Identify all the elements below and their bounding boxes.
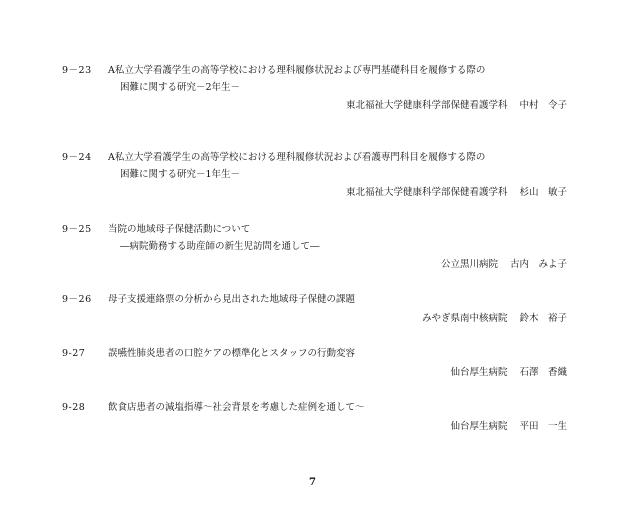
author-affiliation: 公立黒川病院 <box>440 259 498 270</box>
entry-title-line: 誤嚥性肺炎患者の口腔ケアの標準化とスタッフの行動変容 <box>108 348 356 359</box>
entry-author <box>441 259 567 271</box>
entry-title-line: 母子支援連絡票の分析から見出された地域母子保健の課題 <box>108 294 356 305</box>
author-affiliation: みやぎ県南中核病院 <box>421 313 508 324</box>
entry-title-line: A私立大学看護学生の高等学校における理科履修状況および看護専門科目を履修する際の <box>108 152 486 163</box>
author-affiliation: 東北福祉大学健康科学部保健看護学科 <box>345 187 508 198</box>
author-name: 平田 一生 <box>519 421 567 432</box>
entry-author <box>346 100 567 112</box>
author-name: 石澤 香織 <box>519 367 567 378</box>
entry-author <box>422 313 567 325</box>
entry-title-line: 飲食店患者の減塩指導～社会背景を考慮した症例を通して～ <box>108 402 365 413</box>
entry-author <box>346 187 567 199</box>
author-name: 杉山 敏子 <box>519 187 567 198</box>
author-name: 古内 みよ子 <box>509 259 567 270</box>
entry-number: 9-28 <box>62 402 86 413</box>
entry-number: 9-27 <box>62 348 86 359</box>
author-name: 中村 令子 <box>519 100 567 111</box>
entry-title-line: ―病院勤務する助産師の新生児訪問を通して― <box>120 241 320 252</box>
entry-number: 9－23 <box>62 65 92 76</box>
entry-title-line: 困難に関する研究－1年生－ <box>120 169 241 180</box>
page-number: 7 <box>309 477 316 488</box>
entry-author <box>450 421 567 433</box>
entry-number: 9－26 <box>62 294 92 305</box>
entry-title-line: 困難に関する研究－2年生－ <box>120 82 241 93</box>
entry-number: 9－25 <box>62 224 92 235</box>
author-name: 鈴木 裕子 <box>519 313 567 324</box>
entry-title-line: A私立大学看護学生の高等学校における理科履修状況および専門基礎科目を履修する際の <box>108 65 486 76</box>
entry-title-line: 当院の地域母子保健活動について <box>108 224 251 235</box>
entry-number: 9－24 <box>62 152 92 163</box>
author-affiliation: 仙台厚生病院 <box>450 421 508 432</box>
author-affiliation: 東北福祉大学健康科学部保健看護学科 <box>345 100 508 111</box>
author-affiliation: 仙台厚生病院 <box>450 367 508 378</box>
entry-author <box>450 367 567 379</box>
